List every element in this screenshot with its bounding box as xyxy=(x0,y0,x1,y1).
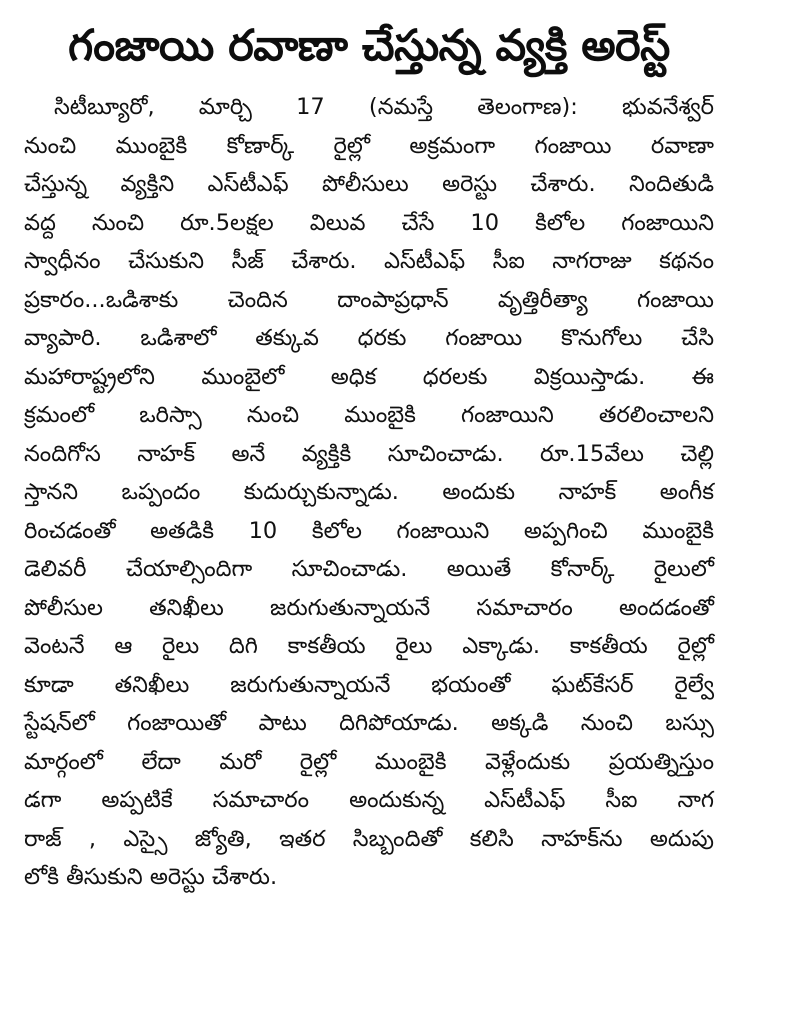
article-line: నుంచి ముంబైకి కోణార్క్ రైల్లో అక్రమంగా గంజాయి రవాణా xyxy=(24,132,714,159)
article-line: నందిగోస నాహక్ అనే వ్యక్తికి సూచించాడు. రూ.15వేలు చెల్లి xyxy=(24,440,714,467)
article-line: డెలివరీ చేయాల్సిందిగా సూచించాడు. అయితే కోనార్క్ రైలులో xyxy=(24,556,714,582)
article-line: సిటీబ్యూరో, మార్చి 17 (నమస్తే తెలంగాణ): భువనేశ్వర్ xyxy=(54,94,714,120)
news-article xyxy=(24,0,714,1026)
article-line: కూడా తనిఖీలు జరుగుతున్నాయనే భయంతో ఘట్‌కేసర్ రైల్వే xyxy=(24,671,714,698)
article-line: స్తానని ఒప్పందం కుదుర్చుకున్నాడు. అందుకు నాహక్ అంగీక xyxy=(24,479,714,505)
article-line: స్వాధీనం చేసుకుని సీజ్ చేశారు. ఎస్‌టీఎఫ్ సీఐ నాగరాజు కథనం xyxy=(24,248,714,274)
article-headline: గంజాయి రవాణా చేస్తున్న వ్యక్తి అరెస్ట్ xyxy=(68,21,670,71)
article-line: ప్రకారం...ఒడిశాకు చెందిన దాంపాప్రధాన్ వృత్తిరీత్యా గంజాయి xyxy=(24,286,714,313)
article-line: చేస్తున్న వ్యక్తిని ఎస్‌టీఎఫ్ పోలీసులు అరెస్టు చేశారు. నిందితుడి xyxy=(24,171,714,197)
article-line: రించడంతో అతడికి 10 కిలోల గంజాయిని అప్పగించి ముంబైకి xyxy=(24,517,714,544)
article-line: వద్ద నుంచి రూ.5లక్షల విలువ చేసే 10 కిలోల గంజాయిని xyxy=(24,209,714,236)
article-line: క్రమంలో ఒరిస్సా నుంచి ముంబైకి గంజాయిని తరలించాలని xyxy=(24,402,714,428)
article-line: పోలీసుల తనిఖీలు జరుగుతున్నాయనే సమాచారం అందడంతో xyxy=(24,594,714,621)
article-line: లోకి తీసుకుని అరెస్టు చేశారు. xyxy=(24,864,278,890)
article-line: వ్యాపారి. ఒడిశాలో తక్కువ ధరకు గంజాయి కొనుగోలు చేసి xyxy=(24,325,714,351)
article-line: మార్గంలో లేదా మరో రైల్లో ముంబైకి వెళ్లేందుకు ప్రయత్నిస్తుం xyxy=(24,748,714,775)
article-line: రాజ్ , ఎస్సై జ్యోతి, ఇతర సిబ్బందితో కలిసి నాహక్‌ను అదుపు xyxy=(24,825,714,852)
article-body xyxy=(24,88,714,897)
article-line: డగా అప్పటికే సమాచారం అందుకున్న ఎస్‌టీఎఫ్ సీఐ నాగ xyxy=(24,787,714,813)
article-line: మహారాష్ట్రలోని ముంబైలో అధిక ధరలకు విక్రయిస్తాడు. ఈ xyxy=(24,363,714,390)
article-line: స్టేషన్‌లో గంజాయితో పాటు దిగిపోయాడు. అక్కడి నుంచి బస్సు xyxy=(24,710,714,736)
article-line: వెంటనే ఆ రైలు దిగి కాకతీయ రైలు ఎక్కాడు. కాకతీయ రైల్లో xyxy=(24,633,714,659)
